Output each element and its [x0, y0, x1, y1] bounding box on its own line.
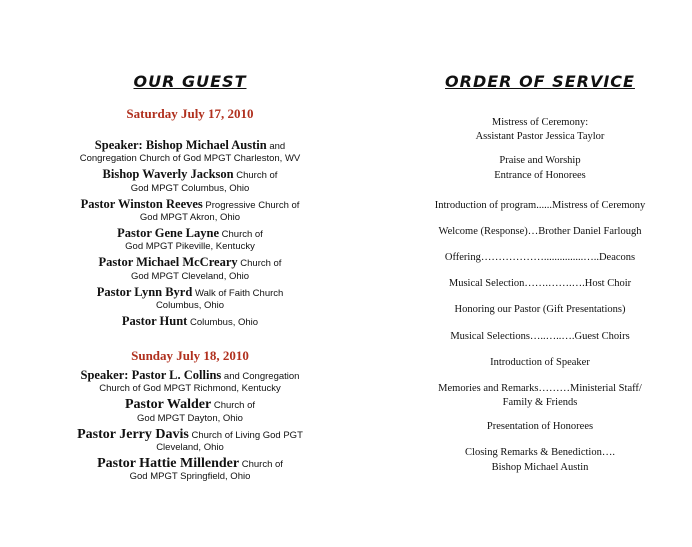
guest-name: Speaker: Pastor L. Collins	[80, 368, 222, 382]
service-item-line: Introduction of program......Mistress of Ceremony	[434, 199, 646, 211]
guest-church-location: Congregation Church of God MPGT Charleston, WV	[79, 153, 301, 165]
guest-name: Speaker: Bishop Michael Austin	[94, 138, 267, 152]
guest-church: and Congregation	[221, 371, 300, 382]
service-item	[410, 251, 670, 265]
guest-heading: OUR GUEST	[133, 72, 247, 91]
service-item-line: Memories and Remarks………Ministerial Staff/	[438, 382, 642, 394]
guest-column	[40, 0, 340, 547]
saturday-date: Saturday July 17, 2010	[126, 106, 254, 121]
guest-entry	[40, 224, 340, 253]
saturday-guest-list	[40, 136, 340, 330]
service-item-line: Welcome (Response)…Brother Daniel Farlough	[438, 225, 642, 237]
guest-entry	[40, 195, 340, 224]
service-item-line: Closing Remarks & Benediction….	[465, 447, 615, 459]
service-item	[410, 154, 670, 182]
guest-church-location: God MPGT Akron, Ohio	[139, 212, 241, 224]
guest-name: Pastor Gene Layne	[117, 225, 219, 240]
guest-name: Pastor Hattie Millender	[97, 455, 240, 471]
service-item-line: Honoring our Pastor (Gift Presentations)	[454, 304, 626, 316]
service-item-line: Musical Selections…..…..….Guest Choirs	[450, 330, 630, 342]
guest-name: Pastor Jerry Davis	[77, 426, 189, 442]
service-item	[410, 303, 670, 317]
guest-church: Church of	[219, 228, 263, 240]
service-item-line: Bishop Michael Austin	[491, 461, 589, 473]
guest-church: Church of	[211, 400, 256, 412]
guest-entry	[40, 425, 340, 454]
service-item-line: Family & Friends	[502, 397, 578, 409]
sunday-date: Sunday July 18, 2010	[131, 348, 249, 363]
guest-church: Church of	[239, 458, 283, 470]
guest-entry	[40, 366, 340, 395]
guest-church-location: Columbus, Ohio	[155, 299, 225, 311]
guest-church: Columbus, Ohio	[187, 316, 259, 328]
guest-name: Bishop Waverly Jackson	[102, 167, 234, 182]
guest-entry	[40, 283, 340, 312]
guest-church: Walk of Faith Church	[192, 287, 284, 299]
service-item	[410, 116, 670, 144]
guest-name: Pastor Michael McCreary	[98, 255, 238, 270]
guest-entry	[40, 165, 340, 194]
service-heading: ORDER OF SERVICE	[445, 72, 635, 91]
service-item	[410, 225, 670, 239]
guest-name: Pastor Lynn Byrd	[96, 284, 193, 299]
guest-church-location: God MPGT Springfield, Ohio	[129, 471, 251, 483]
guest-church-location: God MPGT Dayton, Ohio	[137, 412, 243, 424]
sunday-guest-list	[40, 366, 340, 483]
guest-church-location: Church of God MPGT Richmond, Kentucky	[99, 383, 281, 395]
service-item	[410, 420, 670, 434]
service-item	[410, 382, 670, 410]
service-item	[410, 446, 670, 474]
guest-name: Pastor Winston Reeves	[80, 196, 203, 211]
guest-entry	[40, 454, 340, 483]
service-item-line: Presentation of Honorees	[486, 421, 594, 433]
service-item-line: Introduction of Speaker	[490, 356, 590, 368]
service-item-line: Mistress of Ceremony:	[491, 117, 589, 128]
service-item-line: Praise and Worship	[499, 155, 581, 167]
guest-church-location: God MPGT Pikeville, Kentucky	[125, 241, 255, 253]
service-item-line: Assistant Pastor Jessica Taylor	[475, 131, 605, 143]
service-item	[410, 356, 670, 370]
sunday-section	[40, 348, 340, 483]
guest-name: Pastor Walder	[124, 397, 212, 413]
guest-church: Church of	[237, 258, 282, 270]
guest-entry	[40, 253, 340, 282]
saturday-section	[40, 106, 340, 330]
guest-church: Church of Living God PGT	[188, 429, 303, 441]
service-item-line: Entrance of Honorees	[494, 169, 586, 181]
guest-name: Pastor Hunt	[121, 313, 188, 328]
guest-entry	[40, 312, 340, 330]
guest-church-location: God MPGT Cleveland, Ohio	[130, 270, 250, 282]
service-item-line: Offering………………...............…..Deacons	[444, 252, 636, 264]
guest-church-location: Cleveland, Ohio	[156, 442, 224, 454]
guest-church: and	[266, 141, 286, 152]
service-list	[410, 116, 670, 475]
service-column	[410, 0, 670, 547]
guest-church-location: God MPGT Columbus, Ohio	[130, 182, 250, 194]
guest-church: Church of	[233, 170, 278, 182]
service-item	[410, 199, 670, 213]
guest-church: Progressive Church of	[202, 199, 300, 211]
service-item	[410, 330, 670, 344]
guest-entry	[40, 136, 340, 165]
service-item-line: Musical Selection…….…….….Host Choir	[448, 278, 632, 290]
service-item	[410, 277, 670, 291]
guest-entry	[40, 395, 340, 424]
